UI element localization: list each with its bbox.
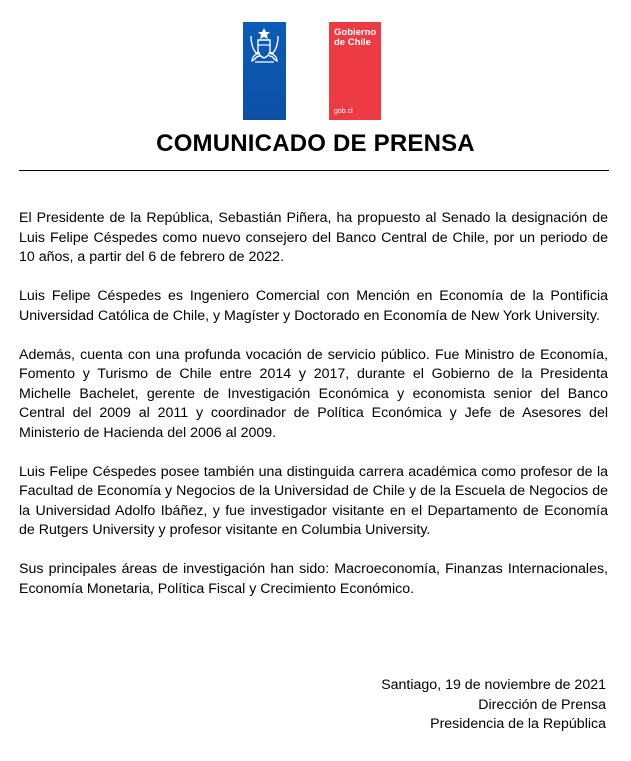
press-release-body: [19, 209, 608, 619]
department: Dirección de Prensa: [478, 696, 606, 713]
logo-text-line1: Gobierno: [334, 27, 377, 38]
chile-coat-of-arms-logo: [243, 22, 286, 120]
paragraph: Luis Felipe Céspedes es Ingeniero Comercial con Mención en Economía de la Pontificia Universidad Católica de Chile, y Magíster y Doctorado en Economía de New York University.: [19, 288, 608, 324]
paragraph: Sus principales áreas de investigación han sido: Macroeconomía, Finanzas Internacionales, Economía Monetaria, Política Fiscal y Crecimiento Económico.: [19, 561, 608, 597]
logo-url: gob.cl: [334, 108, 353, 115]
logos-header: [0, 22, 631, 120]
paragraph: Luis Felipe Céspedes posee también una distinguida carrera académica como profesor de la Facultad de Economía y Negocios de la Universidad de Chile y de la Escuela de Negocios de la Universidad Adolfo Ibáñez, y fue investigador visitante en el Departamento de Economía de Rutgers University y profesor visitante en Columbia University.: [19, 463, 608, 538]
chile-coat-of-arms-icon: [243, 22, 286, 120]
logo-text-line2: de Chile: [334, 37, 371, 48]
page-title: COMUNICADO DE PRENSA: [156, 130, 475, 157]
paragraph: Además, cuenta con una profunda vocación de servicio público. Fue Ministro de Economía, Fomento y Turismo de Chile entre 2014 y 2017, durante el Gobierno de la Presidenta Michelle Bachelet, gerente de Investigación Económica y economista senior del Banco Central del 2009 al 2011 y coordinador de Política Económica y Jefe de Asesores del Ministerio de Hacienda del 2006 al 2009.: [19, 346, 608, 441]
place-date: Santiago, 19 de noviembre de 2021: [381, 677, 606, 693]
title-divider: [19, 170, 609, 171]
office: Presidencia de la República: [430, 716, 606, 732]
gobierno-de-chile-logo: [329, 22, 381, 120]
signature-block: [381, 676, 606, 735]
paragraph: El Presidente de la República, Sebastián Piñera, ha propuesto al Senado la designación de Luis Felipe Céspedes como nuevo consejero del Banco Central de Chile, por un periodo de 10 años, a partir del 6 de febrero de 2022.: [19, 210, 608, 265]
